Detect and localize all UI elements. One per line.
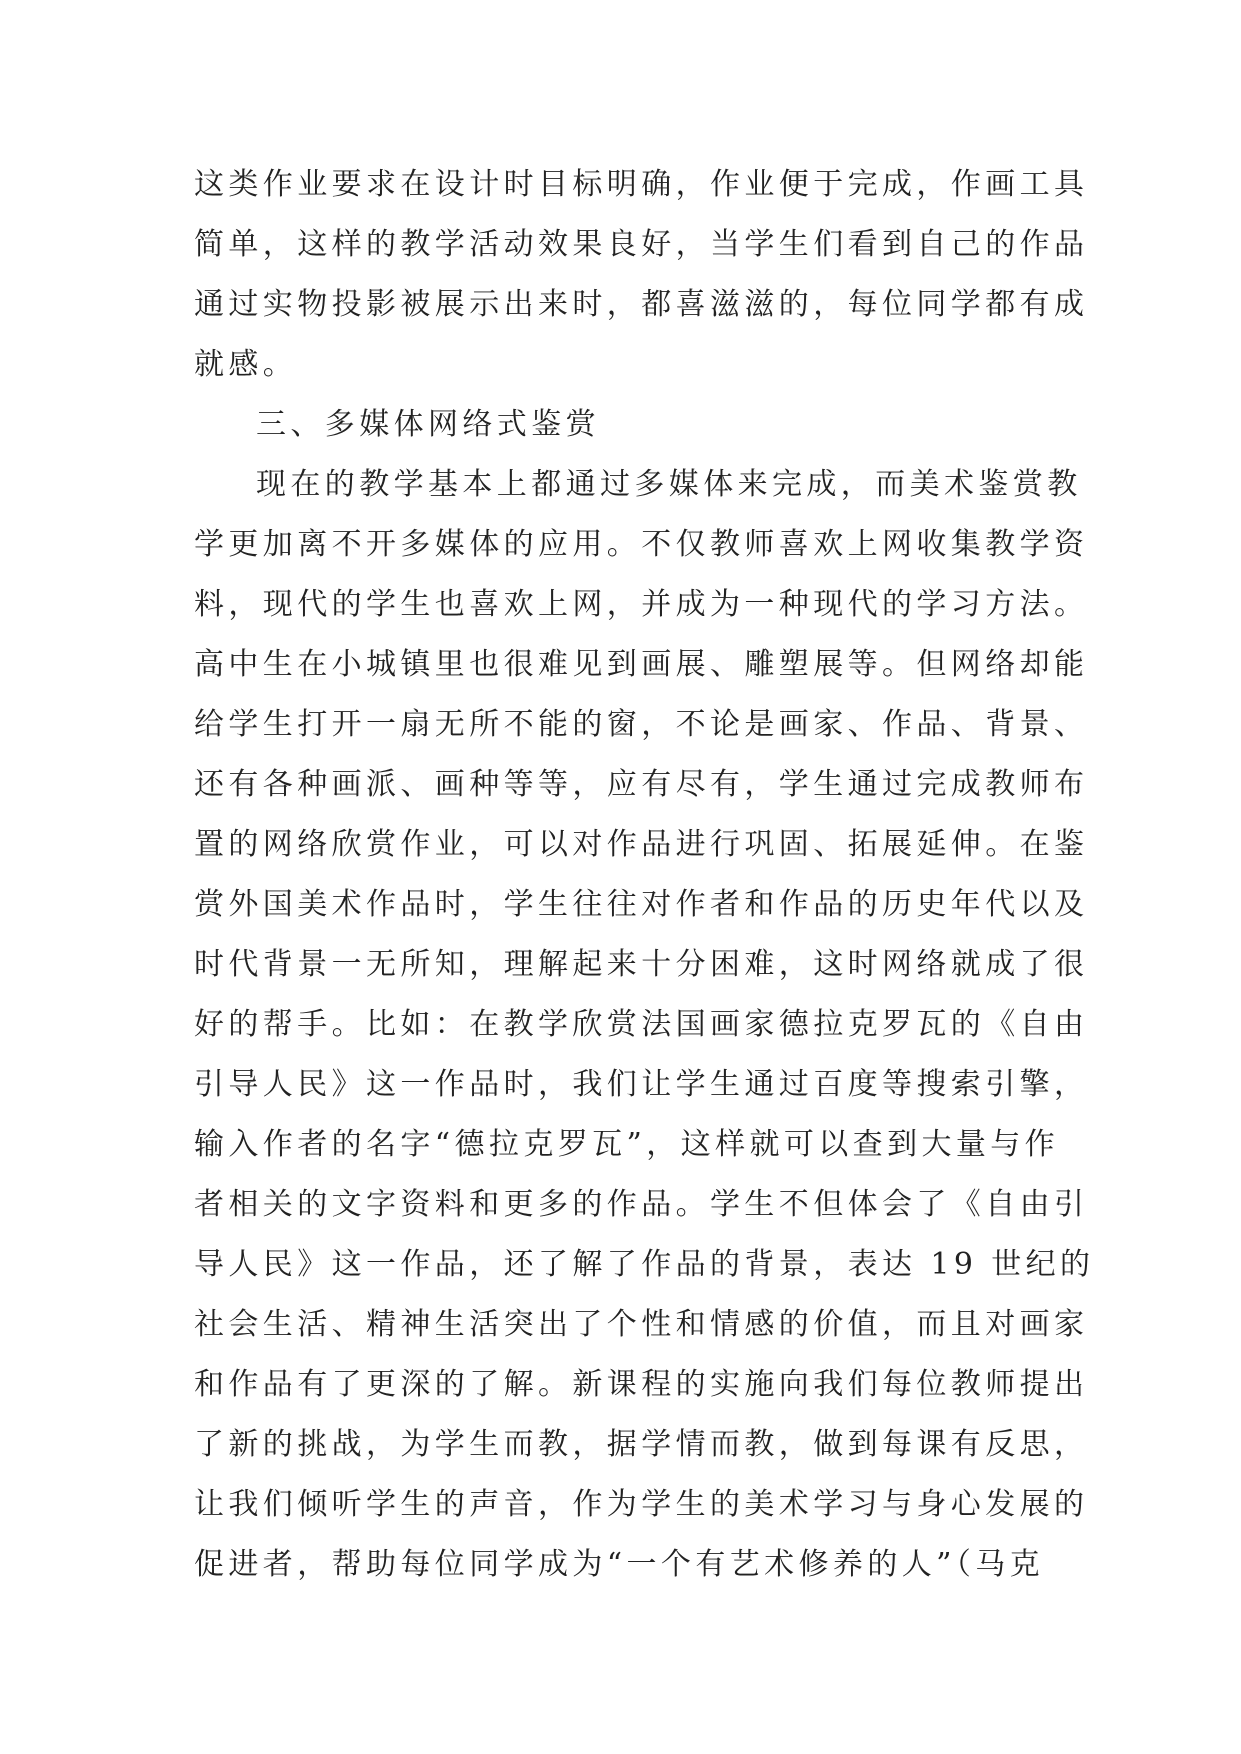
text-line: 料，现代的学生也喜欢上网，并成为一种现代的学习方法。 (194, 587, 1089, 622)
text-line: 现在的教学基本上都通过多媒体来完成，而美术鉴赏教 (256, 467, 1082, 502)
text-line: 简单，这样的教学活动效果良好，当学生们看到自己的作品 (194, 227, 1089, 262)
body-text (194, 155, 1095, 1595)
section-heading: 三、多媒体网络式鉴赏 (256, 407, 600, 442)
text-line: 者相关的文字资料和更多的作品。学生不但体会了《自由引 (194, 1187, 1089, 1222)
text-line: 赏外国美术作品时，学生往往对作者和作品的历史年代以及 (194, 887, 1089, 922)
text-line: 置的网络欣赏作业，可以对作品进行巩固、拓展延伸。在鉴 (194, 827, 1089, 862)
text-line: 输入作者的名字“德拉克罗瓦”，这样就可以查到大量与作 (194, 1127, 1060, 1162)
text-line: 了新的挑战，为学生而教，据学情而教，做到每课有反思， (194, 1427, 1089, 1462)
text-line: 促进者，帮助每位同学成为“一个有艺术修养的人”（马克 (194, 1547, 1045, 1582)
text-line: 让我们倾听学生的声音，作为学生的美术学习与身心发展的 (194, 1487, 1089, 1522)
text-line: 和作品有了更深的了解。新课程的实施向我们每位教师提出 (194, 1367, 1089, 1402)
text-line: 还有各种画派、画种等等，应有尽有，学生通过完成教师布 (194, 767, 1089, 802)
text-line: 导人民》这一作品，还了解了作品的背景，表达 19 世纪的 (194, 1247, 1095, 1282)
text-line: 给学生打开一扇无所不能的窗，不论是画家、作品、背景、 (194, 707, 1089, 742)
text-line: 这类作业要求在设计时目标明确，作业便于完成，作画工具 (194, 167, 1089, 202)
text-line: 社会生活、精神生活突出了个性和情感的价值，而且对画家 (194, 1307, 1089, 1342)
text-line: 学更加离不开多媒体的应用。不仅教师喜欢上网收集教学资 (194, 527, 1089, 562)
text-line: 引导人民》这一作品时，我们让学生通过百度等搜索引擎， (194, 1067, 1089, 1102)
text-line: 高中生在小城镇里也很难见到画展、雕塑展等。但网络却能 (194, 647, 1089, 682)
text-line: 时代背景一无所知，理解起来十分困难，这时网络就成了很 (194, 947, 1089, 982)
text-line: 就感。 (194, 347, 298, 382)
text-line: 好的帮手。比如：在教学欣赏法国画家德拉克罗瓦的《自由 (194, 1007, 1089, 1042)
text-line: 通过实物投影被展示出来时，都喜滋滋的，每位同学都有成 (194, 287, 1089, 322)
